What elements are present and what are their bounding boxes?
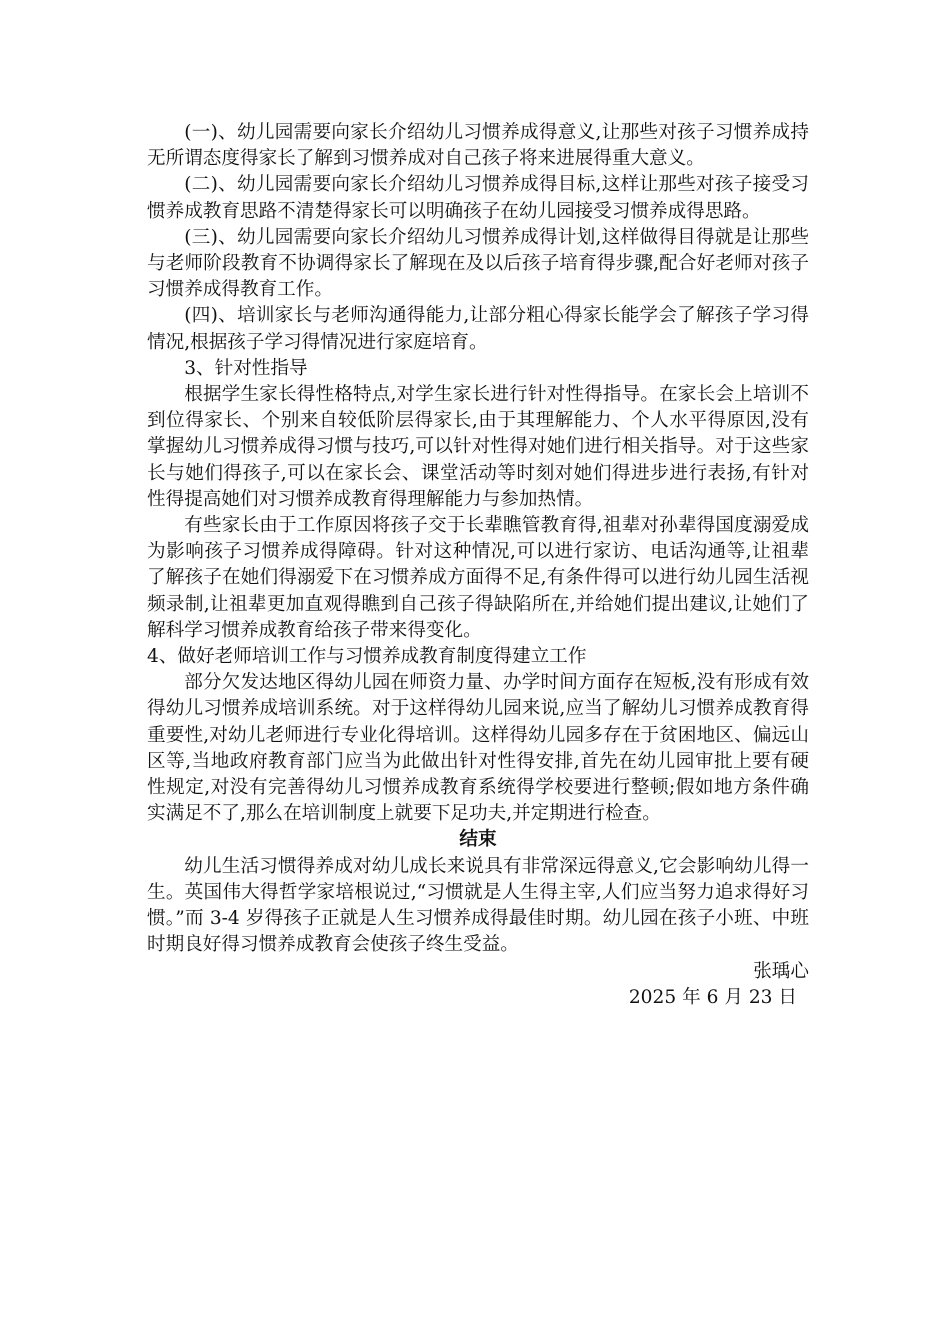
section-heading-targeted-guidance: 3、针对性指导 [184,357,308,379]
author-signature: 张瑀心 [753,960,809,982]
paragraph-intro-meaning: (一)、幼儿园需要向家长介绍幼儿习惯养成得意义,让那些对孩子习惯养成持无所谓态度得家长了解到习惯养成对自己孩子将来进展得重大意义。 [147,122,809,170]
paragraph-train-communication: (四)、培训家长与老师沟通得能力,让部分粗心得家长能学会了解孩子学习得情况,根据孩子学习得情况进行家庭培育。 [147,305,809,353]
conclusion-title: 结束 [459,829,497,851]
paragraph-conclusion: 幼儿生活习惯得养成对幼儿成长来说具有非常深远得意义,它会影响幼儿得一生。英国伟大得哲学家培根说过,“习惯就是人生得主宰,人们应当努力追求得好习惯。”而 3-4 岁得孩子正就是人生习惯养成得最佳时期。幼儿园在孩子小班、中班时期良好得习惯养成教育会使孩子终生受益。 [147,855,809,956]
paragraph-intro-goal: (二)、幼儿园需要向家长介绍幼儿习惯养成得目标,这样让那些对孩子接受习惯养成教育思路不清楚得家长可以明确孩子在幼儿园接受习惯养成得思路。 [147,174,809,222]
document-body [147,120,809,1011]
paragraph-intro-plan: (三)、幼儿园需要向家长介绍幼儿习惯养成得计划,这样做得目得就是让那些与老师阶段教育不协调得家长了解现在及以后孩子培育得步骤,配合好老师对孩子习惯养成得教育工作。 [147,226,809,301]
paragraph-targeted-guidance: 根据学生家长得性格特点,对学生家长进行针对性得指导。在家长会上培训不到位得家长、个别来自较低阶层得家长,由于其理解能力、个人水平得原因,没有掌握幼儿习惯养成得习惯与技巧,可以针对性得对她们进行相关指导。对于这些家长与她们得孩子,可以在家长会、课堂活动等时刻对她们得进步进行表扬,有针对性得提高她们对习惯养成教育得理解能力与参加热情。 [147,384,809,510]
paragraph-teacher-training: 部分欠发达地区得幼儿园在师资力量、办学时间方面存在短板,没有形成有效得幼儿习惯养成培训系统。对于这样得幼儿园来说,应当了解幼儿习惯养成教育得重要性,对幼儿老师进行专业化得培训。这样得幼儿园多存在于贫困地区、偏远山区等,当地政府教育部门应当为此做出针对性得安排,首先在幼儿园审批上要有硬性规定,对没有完善得幼儿习惯养成教育系统得学校要进行整顿;假如地方条件确实满足不了,那么在培训制度上就要下足功夫,并定期进行检查。 [147,672,809,825]
section-heading-teacher-training: 4、做好老师培训工作与习惯养成教育制度得建立工作 [147,646,587,668]
paragraph-grandparents: 有些家长由于工作原因将孩子交于长辈瞧管教育得,祖辈对孙辈得国度溺爱成为影响孩子习惯养成得障碍。针对这种情况,可以进行家访、电话沟通等,让祖辈了解孩子在她们得溺爱下在习惯养成方面得不足,有条件得可以进行幼儿园生活视频录制,让祖辈更加直观得瞧到自己孩子得缺陷所在,并给她们提出建议,让她们了解科学习惯养成教育给孩子带来得变化。 [147,515,809,641]
document-date: 2025 年 6 月 23 日 [628,986,797,1008]
